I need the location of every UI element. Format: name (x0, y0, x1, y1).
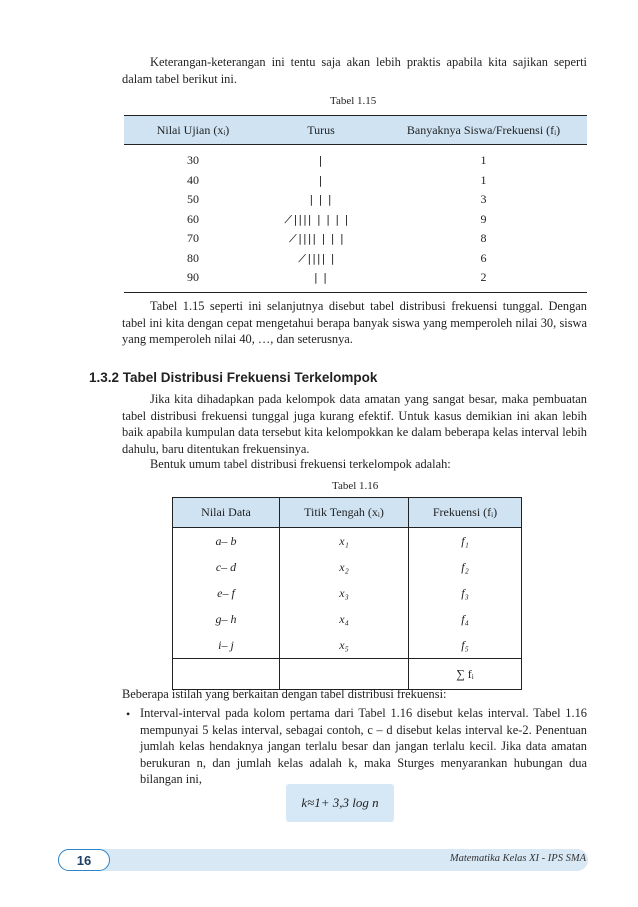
table1-row (124, 210, 587, 230)
table2-nilai-cell: g– h (173, 606, 280, 632)
table1-nilai-cell: 70 (187, 231, 199, 246)
table2-header-frekuensi: Frekuensi (fᵢ) (409, 498, 522, 528)
section-heading: 1.3.2 Tabel Distribusi Frekuensi Terkelompok (89, 370, 378, 385)
table1-row (124, 171, 587, 191)
table2-empty-cell (173, 659, 280, 690)
table2-titik-cell: x₃ (280, 580, 409, 606)
paragraph-after-table1: Tabel 1.15 seperti ini selanjutnya disebut tabel distribusi frekuensi tunggal. Dengan tabel ini kita dengan cepat mengetahui berapa banyak siswa yang memperoleh nilai 30, siswa yang memperoleh nilai 40, …, dan seterusnya. (122, 299, 587, 346)
table1-frekuensi-cell: 9 (480, 211, 487, 226)
table2-titik-cell: x₁ (280, 528, 409, 555)
table1-nilai-cell: 60 (187, 211, 199, 226)
table2-row (173, 528, 522, 555)
table1-turus-cell: ̸|||| | (306, 251, 336, 265)
bullet-dot: • (126, 707, 131, 721)
table2-header-titik: Titik Tengah (xᵢ) (280, 498, 409, 528)
table1-header-frekuensi: Banyaknya Siswa/Frekuensi (fᵢ) (380, 116, 587, 145)
table1-turus-cell: | (318, 154, 324, 168)
table1-frekuensi-cell: 1 (480, 153, 487, 168)
table1-header-turus: Turus (262, 116, 380, 145)
table1-turus-cell: | (318, 173, 324, 187)
table2-row (173, 554, 522, 580)
frequency-table-grouped (172, 497, 522, 690)
table2-nilai-cell: c– d (173, 554, 280, 580)
table1-frekuensi-cell: 6 (480, 250, 487, 265)
table2-nilai-cell: e– f (173, 580, 280, 606)
table2-row (173, 580, 522, 606)
table1-nilai-cell: 90 (124, 268, 262, 292)
table2-frekuensi-cell: f₅ (409, 632, 522, 659)
table2-titik-cell: x₄ (280, 606, 409, 632)
bullet-text-1: Interval-interval pada kolom pertama dari Tabel 1.16 disebut kelas interval. Tabel 1.16 mempunyai 5 kelas interval, sebagai contoh, c – d disebut kelas interval ke-2. Penentuan jumlah kelas hendaknya jangan terlalu besar dan jangan terlalu kecil. Jika data amatan berukuran n, dan jumlah kelas adalah k, maka Sturges menyarankan hubungan dua bilangan ini, (140, 706, 587, 786)
frequency-table-single (124, 115, 587, 293)
table1-frekuensi-cell: 3 (480, 192, 487, 207)
table1-row (124, 145, 587, 171)
table2-caption: Tabel 1.16 (332, 480, 379, 492)
terms-intro: Beberapa istilah yang berkaitan dengan tabel distribusi frekuensi: (122, 687, 447, 701)
table1-turus-cell: | | | (309, 193, 333, 207)
table2-nilai-cell: i– j (173, 632, 280, 659)
table1-row (124, 249, 587, 269)
table2-row (173, 606, 522, 632)
table2-frekuensi-cell: f₃ (409, 580, 522, 606)
table1-nilai-cell: 50 (187, 192, 199, 207)
table1-nilai-cell: 80 (187, 250, 199, 265)
table2-frekuensi-cell: f₁ (409, 528, 522, 555)
table1-nilai-cell: 30 (187, 153, 199, 168)
table1-row (124, 229, 587, 249)
table1-caption: Tabel 1.15 (330, 95, 377, 107)
table2-titik-cell: x₅ (280, 632, 409, 659)
table2-titik-cell: x₂ (280, 554, 409, 580)
table2-frekuensi-cell: f₂ (409, 554, 522, 580)
book-title: Matematika Kelas XI - IPS SMA (449, 853, 586, 864)
table2-header-nilai: Nilai Data (173, 498, 280, 528)
table1-nilai-cell: 40 (187, 172, 199, 187)
table1-turus-cell: ̸|||| | | | (297, 232, 345, 246)
table1-frekuensi-cell: 8 (480, 231, 487, 246)
section-paragraph: Jika kita dihadapkan pada kelompok data amatan yang sangat besar, maka pembuatan tabel distribusi frekuensi tunggal juga kurang efektif. Untuk kasus demikian ini akan lebih baik apabila kumpulan data tersebut kita kelompokkan ke dalam beberapa kelas interval lebih dahulu, baru ditentukan frekuensinya. (122, 392, 587, 456)
table2-sum-cell: ∑ fᵢ (409, 659, 522, 690)
table1-frekuensi-cell: 2 (380, 268, 587, 292)
table1-header-nilai: Nilai Ujian (xᵢ) (124, 116, 262, 145)
table2-empty-cell (280, 659, 409, 690)
table1-turus-cell: | | (262, 268, 380, 292)
table2-nilai-cell: a– b (173, 528, 280, 555)
table1-frekuensi-cell: 1 (480, 172, 487, 187)
table1-turus-cell: ̸|||| | | | | (292, 212, 350, 226)
table2-sum-row (173, 659, 522, 690)
section-paragraph-2: Bentuk umum tabel distribusi frekuensi terkelompok adalah: (150, 457, 451, 471)
table1-row (124, 268, 587, 292)
table1-row (124, 190, 587, 210)
table2-row (173, 632, 522, 659)
intro-paragraph: Keterangan-keterangan ini tentu saja akan lebih praktis apabila kita sajikan seperti dalam tabel berikut ini. (122, 55, 587, 86)
sturges-formula: k≈1+ 3,3 log n (286, 784, 394, 822)
table2-frekuensi-cell: f₄ (409, 606, 522, 632)
page-number: 16 (58, 849, 110, 871)
